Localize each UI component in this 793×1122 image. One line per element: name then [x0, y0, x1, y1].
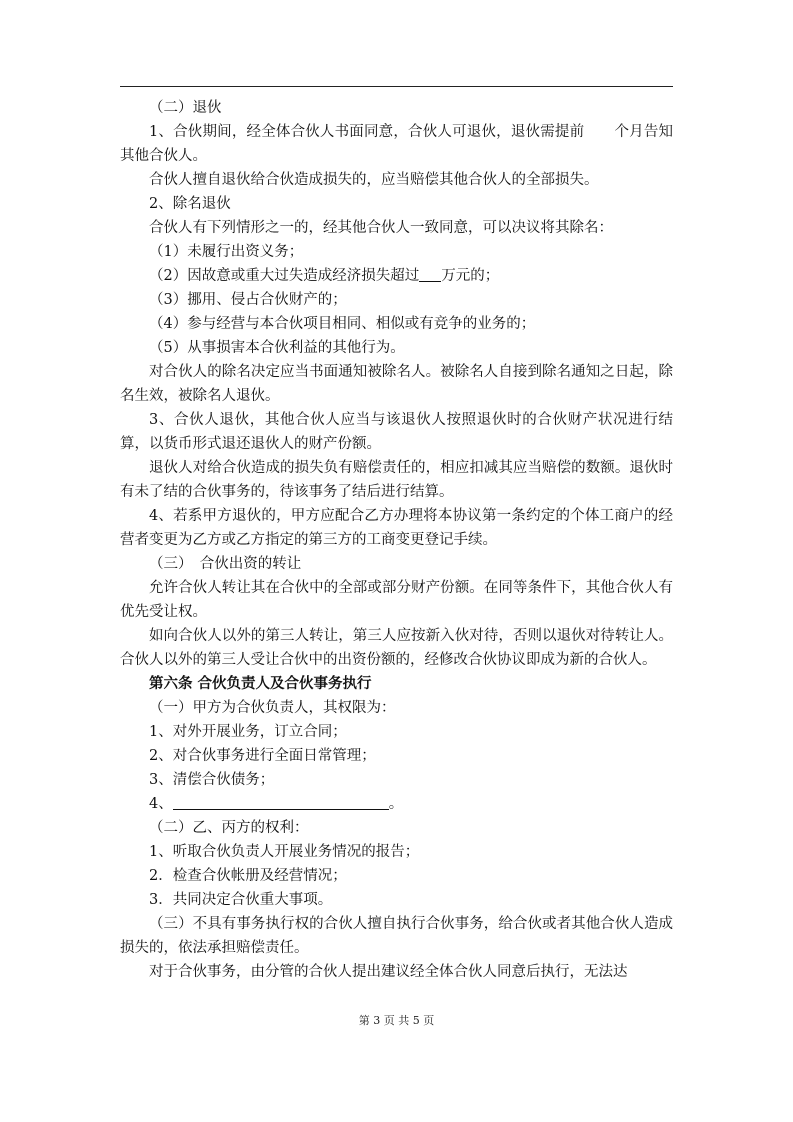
paragraph: 退伙人对给合伙造成的损失负有赔偿责任的，相应扣减其应当赔偿的数额。退伙时有未了结的合伙事务的，待该事务了结后进行结算。 — [120, 460, 673, 500]
list-item: （5）从事损害本合伙利益的其他行为。 — [149, 340, 405, 356]
list-item: （1）未履行出资义务； — [149, 244, 304, 260]
paragraph: 合伙人擅自退伙给合伙造成损失的，应当赔偿其他合伙人的全部损失。 — [149, 172, 599, 188]
list-item: （4）参与经营与本合伙项目相同、相似或有竞争的业务的； — [149, 316, 536, 332]
paragraph: 合伙人有下列情形之一的，经其他合伙人一致同意，可以决议将其除名： — [149, 220, 613, 236]
section-2-heading: （二）退伙 — [149, 100, 222, 116]
list-item: 1、听取合伙负责人开展业务情况的报告； — [149, 844, 420, 860]
paragraph: 2、除名退伙 — [149, 196, 231, 212]
list-item: 3、清偿合伙债务； — [149, 772, 275, 788]
paragraph: 4、若系甲方退伙的，甲方应配合乙方办理将本协议第一条约定的个体工商户的经营者变更为乙方或乙方指定的第三方的工商变更登记手续。 — [120, 508, 673, 548]
paragraph: （二）乙、丙方的权利： — [149, 820, 309, 836]
list-item — [120, 792, 673, 816]
paragraph — [120, 120, 673, 168]
article-6-title: 第六条 合伙负责人及合伙事务执行 — [149, 675, 372, 692]
section-3-heading: （三） 合伙出资的转让 — [149, 556, 302, 572]
paragraph: 3、合伙人退伙，其他合伙人应当与该退伙人按照退伙时的合伙财产状况进行结算，以货币形式退还退伙人的财产份额。 — [120, 412, 673, 452]
list-item: 2、对合伙事务进行全面日常管理； — [149, 748, 376, 764]
paragraph: （一）甲方为合伙负责人，其权限为： — [149, 700, 396, 716]
header-rule — [120, 86, 673, 87]
page-footer: 第 3 页 共 5 页 — [358, 1014, 435, 1027]
text: 1、合伙期间，经全体合伙人书面同意，合伙人可退伙，退伙需提前 — [149, 124, 585, 140]
paragraph: 对于合伙事务，由分管的合伙人提出建议经全体合伙人同意后执行，无法达 — [149, 964, 628, 980]
document-body — [120, 96, 673, 984]
text: 个月告知其他合伙人。 — [120, 124, 674, 164]
paragraph: 允许合伙人转让其在合伙中的全部或部分财产份额。在同等条件下，其他合伙人有优先受让权。 — [120, 580, 673, 620]
text: （2）因故意或重大过失造成经济损失超过 — [149, 268, 420, 284]
fill-in-blank — [419, 267, 441, 282]
text: 万元的； — [441, 268, 500, 284]
list-item — [120, 264, 673, 288]
paragraph: 对合伙人的除名决定应当书面通知被除名人。被除名人自接到除名通知之日起，除名生效，被除名人退伙。 — [120, 364, 673, 404]
paragraph: 如向合伙人以外的第三人转让，第三人应按新入伙对待，否则以退伙对待转让人。合伙人以外的第三人受让合伙中的出资份额的，经修改合伙协议即成为新的合伙人。 — [120, 628, 673, 668]
fill-in-blank — [173, 795, 389, 810]
text: 。 — [388, 796, 404, 812]
text: 4、 — [149, 796, 173, 812]
list-item: 3．共同决定合伙重大事项。 — [149, 892, 333, 908]
list-item: 2．检查合伙帐册及经营情况； — [149, 868, 347, 884]
paragraph: （三）不具有事务执行权的合伙人擅自执行合伙事务，给合伙或者其他合伙人造成损失的，依法承担赔偿责任。 — [120, 916, 673, 956]
list-item: （3）挪用、侵占合伙财产的； — [149, 292, 347, 308]
list-item: 1、对外开展业务，订立合同； — [149, 724, 347, 740]
